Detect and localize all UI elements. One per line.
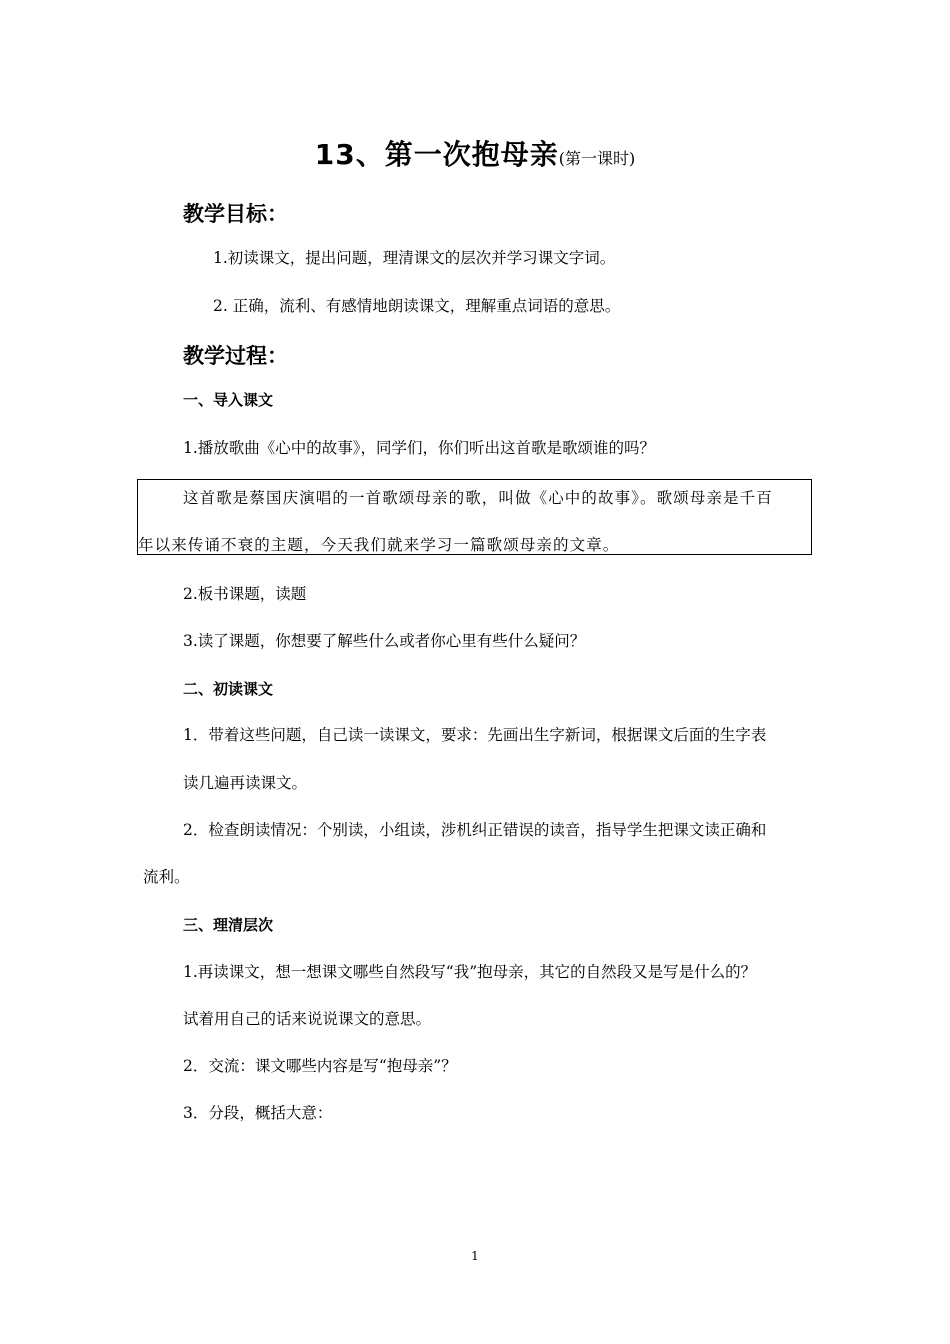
section-1-item-3: 3.读了课题，你想要了解些什么或者你心里有些什么疑问？ [183, 632, 586, 650]
page-number: 1 [471, 1249, 479, 1263]
section-2-item-2-line-1: 2．检查朗读情况：个别读，小组读，涉机纠正错误的读音，指导学生把课文读正确和 [183, 821, 767, 839]
section-2-heading: 二、初读课文 [183, 680, 274, 698]
section-3-item-1-line-2: 试着用自己的话来说说课文的意思。 [183, 1010, 432, 1028]
section-3-item-3: 3．分段，概括大意： [183, 1104, 333, 1122]
section-1-item-1: 1.播放歌曲《心中的故事》，同学们，你们听出这首歌是歌颂谁的吗？ [183, 439, 656, 457]
title-main: 13、第一次抱母亲 [314, 138, 559, 171]
section-2-item-1-line-2: 读几遍再读课文。 [183, 774, 308, 792]
section-3-heading: 三、理清层次 [183, 916, 274, 934]
section-2-item-1-line-1: 1．带着这些问题，自己读一读课文，要求：先画出生字新词，根据课文后面的生字表 [183, 726, 767, 744]
teacher-note-line-2: 年以来传诵不衰的主题，今天我们就来学习一篇歌颂母亲的文章。 [138, 536, 620, 554]
process-heading: 教学过程： [183, 344, 288, 368]
goal-item-2: 2. 正确，流利、有感情地朗读课文，理解重点词语的意思。 [213, 297, 621, 315]
section-2-item-2-line-2: 流利。 [143, 868, 190, 886]
section-1-heading: 一、导入课文 [183, 391, 274, 409]
document-title [0, 133, 950, 173]
section-3-item-1-line-1: 1.再读课文，想一想课文哪些自然段写“我”抱母亲，其它的自然段又是写是什么的？ [183, 963, 757, 981]
section-1-item-2: 2.板书课题，读题 [183, 585, 307, 603]
section-3-item-2: 2．交流：课文哪些内容是写“抱母亲”？ [183, 1057, 457, 1075]
goal-item-1: 1.初读课文，提出问题，理清课文的层次并学习课文字词。 [213, 249, 616, 267]
teacher-note-box [137, 479, 812, 555]
title-sub: (第一课时) [558, 149, 636, 168]
teacher-note-line-1: 这首歌是蔡国庆演唱的一首歌颂母亲的歌，叫做《心中的故事》。歌颂母亲是千百 [183, 489, 773, 507]
goals-heading: 教学目标： [183, 202, 288, 226]
